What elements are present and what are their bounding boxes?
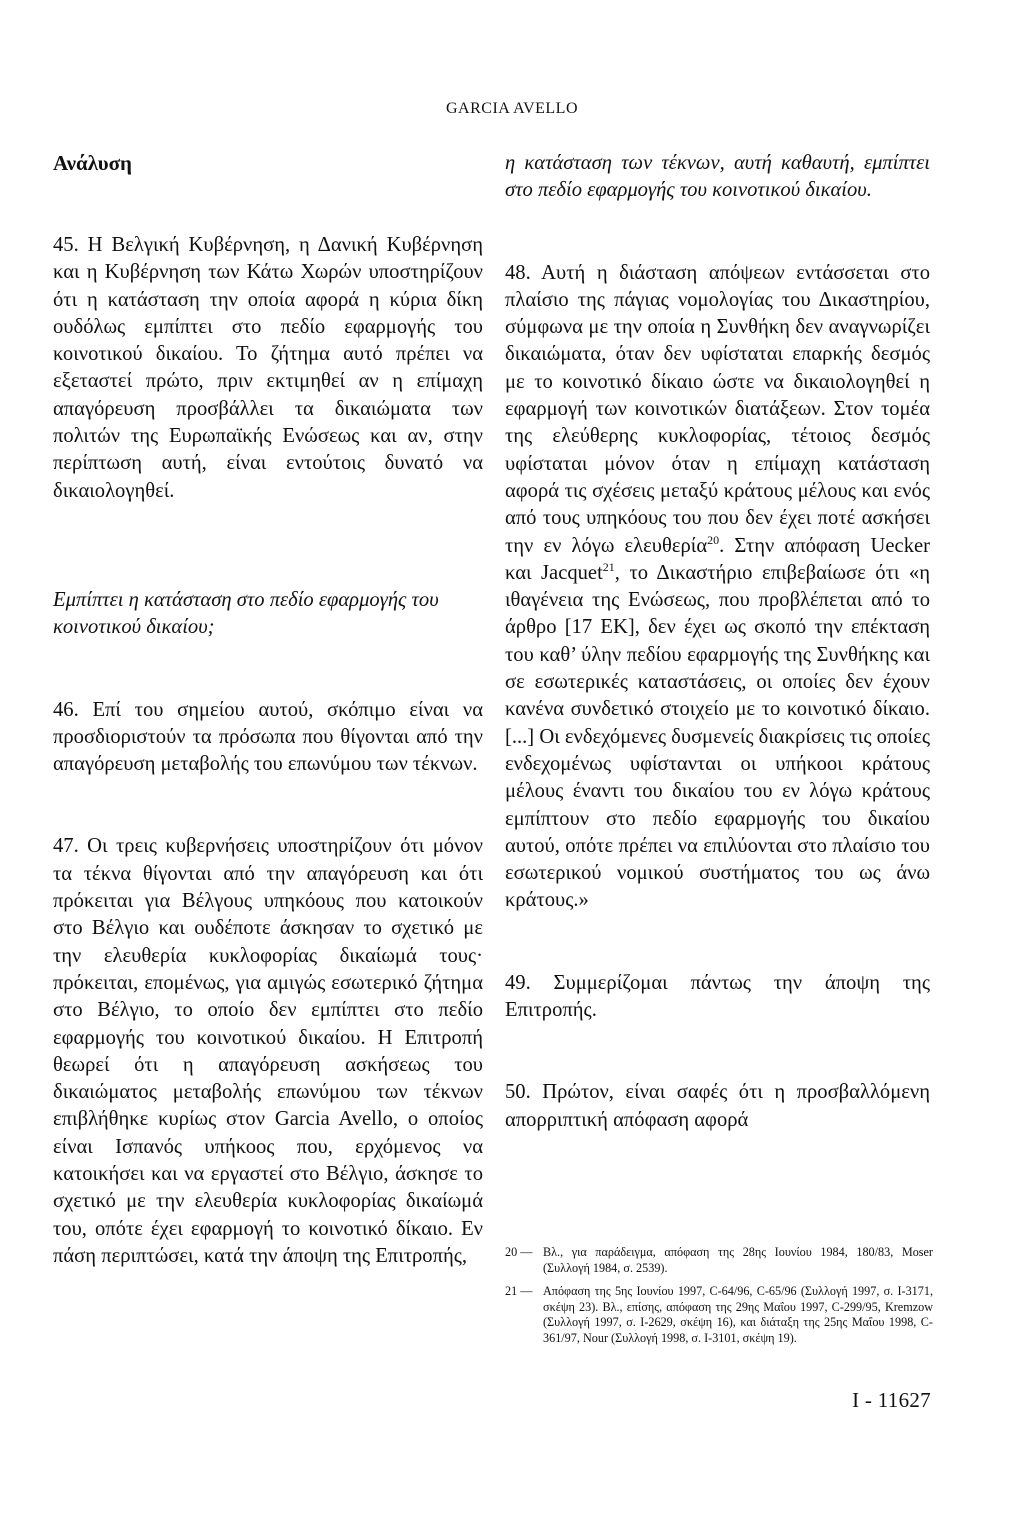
paragraph-47: 47. Οι τρεις κυβερνήσεις υποστηρίζουν ότι μόνον τα τέκνα θίγονται από την απαγόρευση και ότι πρόκειται για Βέλγους υπηκόους που κατοικούν στο Βέλγιο και ουδέποτε άσκησαν το σχετικό με την ελευθερία κυκλοφορίας δικαίωμά τους· πρόκειται, επομένως, για αμιγώς εσωτερικό ζήτημα στο Βέλγιο, το οποίο δεν εμπίπτει στο πεδίο εφαρμογής του κοινοτικού δικαίου. Η Επιτροπή θεωρεί ότι η απαγόρευση ασκήσεως του δικαιώματος μεταβολής επωνύμου των τέκνων επιβλήθηκε κυρίως στον Garcia Avello, ο οποίος είναι Ισπανός υπήκοος που, ερχόμενος να κατοικήσει και να εργαστεί στο Βέλγιο, άσκησε το σχετικό με την ελευθερία κυκλοφορίας δικαίωμά του, οπότε έχει εφαρμογή το κοινοτικό δίκαιο. Εν πάση περιπτώσει, κατά την άποψη της Επιτροπής, bbox=[53, 835, 483, 1267]
page-number: I - 11627 bbox=[852, 1388, 931, 1412]
paragraph-48-text-1: 48. Αυτή η διάσταση απόψεων εντάσσεται στο πλαίσιο της πάγιας νομολογίας του Δικαστηρίου, σύμφωνα με την οποία η Συνθήκη δεν αναγνωρίζει δικαιώματα, όταν δεν υφίσταται επαρκής δεσμός με το κοινοτικό δίκαιο ώστε να δικαιολογηθεί η εφαρμογή των κοινοτικών διατάξεων. Στον τομέα της ελεύθερης κυκλοφορίας, τέτοιος δεσμός υφίσταται μόνον όταν η επίμαχη κατάσταση αφορά τις σχέσεις μεταξύ κράτους μέλους και ενός από τους υπηκόους του που δεν έχει ποτέ ασκήσει την εν λόγω ελευθερία bbox=[505, 261, 930, 557]
footnote-ref-20[interactable]: 20 bbox=[707, 532, 720, 547]
right-column bbox=[505, 150, 930, 1134]
paragraph-45: 45. Η Βελγική Κυβέρνηση, η Δανική Κυβέρνηση και η Κυβέρνηση των Κάτω Χωρών υποστηρίζουν ότι η κατάσταση την οποία αφορά η κύρια δίκη ουδόλως εμπίπτει στο πεδίο εφαρμογής του κοινοτικού δικαίου. Το ζήτημα αυτό πρέπει να εξεταστεί πρώτο, πριν εκτιμηθεί αν η επίμαχη απαγόρευση προσβάλλει τα δικαιώματα των πολιτών της Ευρωπαϊκής Ενώσεως και αν, στην περίπτωση αυτή, είναι εντούτοις δυνατό να δικαιολογηθεί. bbox=[53, 234, 483, 502]
paragraph-48 bbox=[505, 260, 930, 915]
footnote-text: Βλ., για παράδειγμα, απόφαση της 28ης Ιουνίου 1984, 180/83, Moser (Συλλογή 1984, σ. 2539). bbox=[543, 1245, 933, 1275]
footnote-ref-21[interactable]: 21 bbox=[602, 560, 615, 574]
section-heading: Ανάλυση bbox=[53, 151, 132, 175]
running-header: GARCIA AVELLO bbox=[446, 100, 578, 117]
paragraph-48-text-2: . Στην απόφαση Uecker και Jacquet bbox=[505, 534, 930, 584]
footnote-20 bbox=[505, 1245, 933, 1276]
footnote-text: Απόφαση της 5ης Ιουνίου 1997, C-64/96, C-65/96 (Συλλογή 1997, σ. I-3171, σκέψη 23). Βλ., επίσης, απόφαση της 29ης Μαΐου 1997, C-299/95, Kremzow (Συλλογή 1997, σ. I-2629, σκέψη 16), και διάταξη της 25ης Μαΐου 1998, C-361/97, Nour (Συλλογή 1998, σ. I-3101, σκέψη 19). bbox=[543, 1284, 933, 1345]
footnote-21 bbox=[505, 1284, 933, 1346]
footnote-mark: 21 — bbox=[505, 1284, 533, 1298]
subheading: Εμπίπτει η κατάσταση στο πεδίο εφαρμογής του κοινοτικού δικαίου; bbox=[53, 588, 439, 639]
footnotes bbox=[505, 1245, 933, 1354]
paragraph-continuation: η κατάσταση των τέκνων, αυτή καθαυτή, εμπίπτει στο πεδίο εφαρμογής του κοινοτικού δικαίου. bbox=[505, 152, 930, 202]
paragraph-48-text-3: , το Δικαστήριο επιβεβαίωσε ότι «η ιθαγένεια της Ενώσεως, που προβλέπεται από το άρθρο [17 ΕΚ], δεν έχει ως σκοπό την επέκταση του καθ’ ύλην πεδίου εφαρμογής της Συνθήκης και σε εσωτερικές καταστάσεις, οι οποίες δεν έχουν κανένα συνδετικό στοιχείο με το κοινοτικό δίκαιο. [...] Οι ενδεχόμενες δυσμενείς διακρίσεις τις οποίες ενδεχομένως υφίστανται οι υπήκοοι κράτους μέλους έναντι του δικαίου του εν λόγω κράτους εμπίπτουν στο πεδίο εφαρμογής του δικαίου αυτού, οπότε πρέπει να επιλύονται στο πλαίσιο του εσωτερικού νομικού συστήματος του ως άνω κράτους.» bbox=[505, 561, 930, 912]
left-column bbox=[53, 150, 483, 1270]
paragraph-49: 49. Συμμερίζομαι πάντως την άποψη της Επιτροπής. bbox=[505, 971, 930, 1022]
footnote-mark: 20 — bbox=[505, 1245, 533, 1259]
paragraph-46: 46. Επί του σημείου αυτού, σκόπιμο είναι να προσδιοριστούν τα πρόσωπα που θίγονται από την απαγόρευση μεταβολής του επωνύμου των τέκνων. bbox=[53, 698, 483, 776]
paragraph-50: 50. Πρώτον, είναι σαφές ότι η προσβαλλόμενη απορριπτική απόφαση αφορά bbox=[505, 1081, 930, 1131]
